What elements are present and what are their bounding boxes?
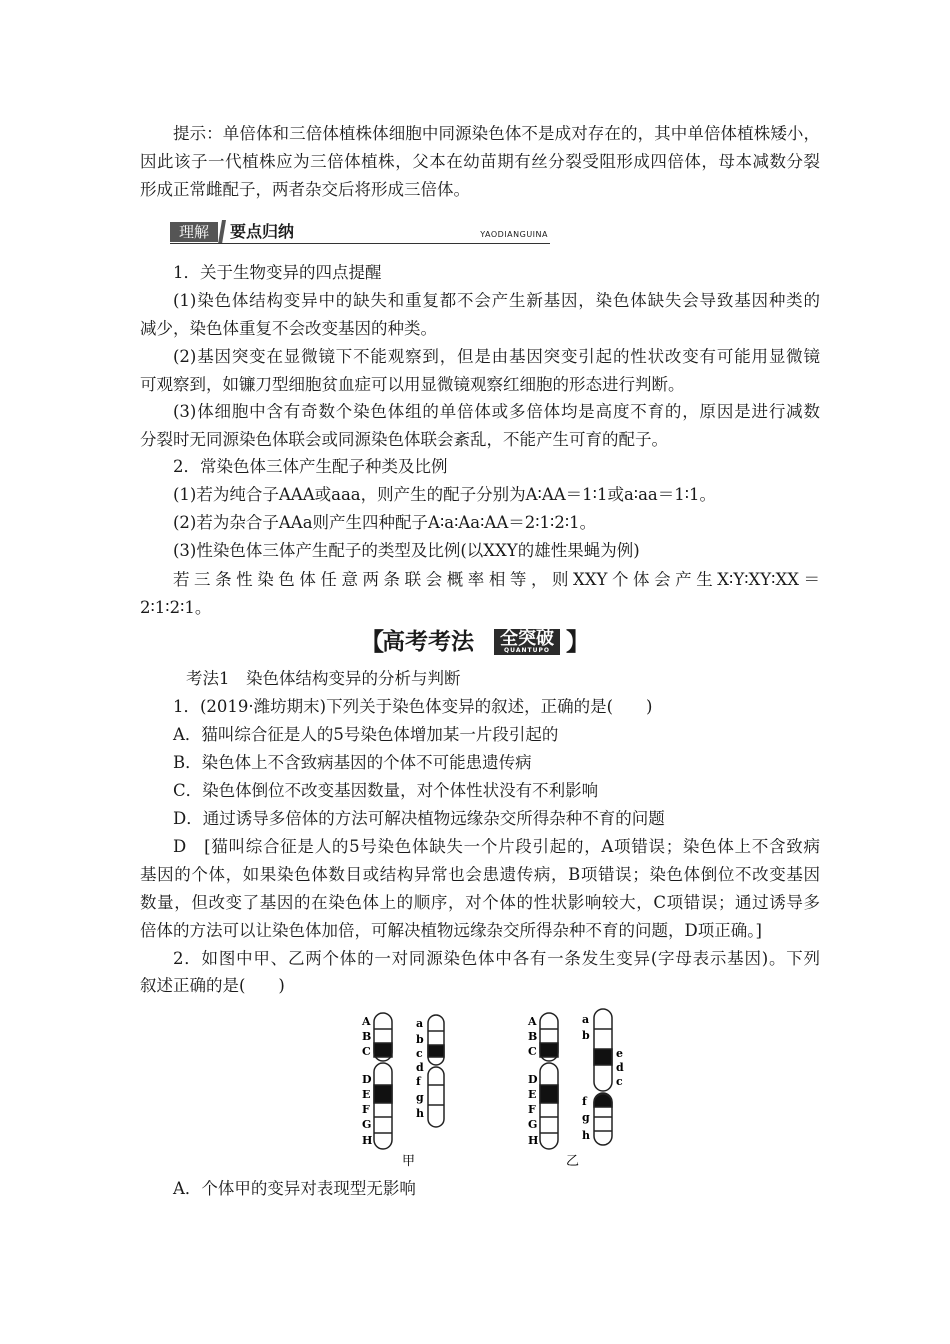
hint-line-3: 形成正常雌配子，两者杂交后将形成三倍体。 [140, 180, 470, 199]
gene-label: c [616, 1075, 623, 1088]
section-header-key-points [170, 220, 550, 244]
breakthrough-text: 全突破 [500, 628, 554, 649]
trisomy-line-3: (3)性染色体三体产生配子的类型及比例(以XXY的雄性果蝇为例) [173, 541, 640, 560]
gene-label: C [362, 1045, 371, 1058]
trisomy-line-4: 若三条性染色体任意两条联会概率相等，则XXY个体会产生X∶Y∶XY∶XX＝ [173, 570, 820, 589]
gene-label: H [362, 1134, 373, 1147]
chromosome-figure [350, 1005, 670, 1175]
gene-label: D [362, 1073, 372, 1086]
question-1-stem: 1．(2019·潍坊期末)下列关于染色体变异的叙述，正确的是( ) [173, 697, 653, 716]
point-3-line-2: 分裂时无同源染色体联会或同源染色体联会紊乱，不能产生可育的配子。 [140, 430, 668, 449]
section-title: 要点归纳 [230, 222, 295, 241]
point-2-line-2: 可观察到，如镰刀型细胞贫血症可以用显微镜观察红细胞的形态进行判断。 [140, 375, 685, 394]
gene-label: G [528, 1118, 538, 1131]
trisomy-line-1: (1)若为纯合子AAA或aaa，则产生的配子分别为A∶AA＝1∶1或a∶aa＝1∶1。 [173, 485, 717, 504]
question-2-stem-line-1: 2．如图中甲、乙两个体的一对同源染色体中各有一条发生变异(字母表示基因)。下列 [173, 949, 820, 968]
question-1-option-a: A．猫叫综合征是人的5号染色体增加某一片段引起的 [173, 725, 559, 744]
question-1-answer-line-4: 倍体的方法可以让染色体加倍，可解决植物远缘杂交所得杂种不育的问题，D项正确。] [140, 921, 762, 940]
question-1-answer-line-3: 数量，但改变了基因的在染色体上的顺序，对个体的性状影响较大，C项错误；通过诱导多 [140, 893, 820, 912]
section-title-exam-methods [360, 625, 600, 661]
gene-label: E [362, 1088, 371, 1101]
gene-label: a [582, 1013, 590, 1026]
hint-line-2: 因此该子一代植株应为三倍体植株，父本在幼苗期有丝分裂受阻形成四倍体，母本减数分裂 [140, 152, 820, 171]
gene-label: D [528, 1073, 538, 1086]
gene-label: g [416, 1091, 424, 1104]
gene-label: F [528, 1103, 536, 1116]
gene-label: c [416, 1047, 423, 1060]
right-bracket: 】 [566, 628, 590, 656]
gene-label: a [416, 1017, 424, 1030]
gene-label: G [362, 1118, 372, 1131]
chromosome-jia-right [428, 1015, 444, 1127]
gene-label: d [416, 1061, 424, 1074]
exam-methods-title: 高考考法 [382, 629, 474, 655]
point-2-line-1: (2)基因突变在显微镜下不能观察到，但是由基因突变引起的性状改变有可能用显微镜 [173, 347, 820, 366]
question-2-stem-line-2: 叙述正确的是( ) [140, 976, 285, 995]
point-3-line-1: (3)体细胞中含有奇数个染色体组的单倍体或多倍体均是高度不育的，原因是进行减数 [173, 402, 820, 421]
point-heading-1: 1．关于生物变异的四点提醒 [173, 263, 382, 282]
section-tag: 理解 [170, 222, 218, 242]
question-1-option-d: D．通过诱导多倍体的方法可解决植物远缘杂交所得杂种不育的问题 [173, 809, 665, 828]
gene-label: e [616, 1047, 623, 1060]
gene-label: E [528, 1088, 537, 1101]
breakthrough-subtitle: QUANTUPO [504, 647, 550, 654]
section-underline [170, 243, 550, 244]
gene-label: A [362, 1015, 371, 1028]
hint-line-1: 提示：单倍体和三倍体植株体细胞中同源染色体不是成对存在的，其中单倍体植株矮小， [173, 124, 820, 143]
gene-label: b [416, 1033, 424, 1046]
gene-label: g [582, 1111, 590, 1124]
chromosome-yi-right [594, 1009, 612, 1145]
breakthrough-badge [494, 629, 560, 655]
figure-label-yi: 乙 [566, 1154, 580, 1169]
gene-label: b [582, 1029, 590, 1042]
gene-label: H [528, 1134, 539, 1147]
gene-label: d [616, 1061, 624, 1074]
chromosome-jia-left [374, 1013, 392, 1149]
question-1-answer-line-1: D [猫叫综合征是人的5号染色体缺失一个片段引起的，A项错误；染色体上不含致病 [173, 837, 820, 856]
question-1-answer-line-2: 基因的个体，如果染色体数目或结构异常也会患遗传病，B项错误；染色体倒位不改变基因 [140, 865, 820, 884]
chromosome-yi-left [540, 1013, 558, 1149]
figure-label-jia: 甲 [402, 1154, 416, 1169]
gene-label: h [416, 1107, 424, 1120]
left-bracket: 【 [360, 628, 384, 656]
gene-label: B [362, 1030, 372, 1043]
section-subtitle: YAODIANGUINA [480, 230, 548, 239]
gene-label: A [528, 1015, 537, 1028]
question-1-option-b: B．染色体上不含致病基因的个体不可能患遗传病 [173, 753, 532, 772]
point-1-line-1: (1)染色体结构变异中的缺失和重复都不会产生新基因，染色体缺失会导致基因种类的 [173, 291, 820, 310]
slash-decoration-icon [216, 220, 226, 244]
trisomy-line-2: (2)若为杂合子AAa则产生四种配子A∶a∶Aa∶AA＝2∶1∶2∶1。 [173, 513, 597, 532]
jia-right-gene-labels [416, 1017, 424, 1120]
yi-left-gene-labels [527, 1015, 538, 1147]
point-1-line-2: 减少，染色体重复不会改变基因的种类。 [140, 319, 437, 338]
gene-label: C [528, 1045, 537, 1058]
gene-label: f [416, 1075, 421, 1088]
jia-left-gene-labels [361, 1015, 372, 1147]
gene-label: B [528, 1030, 538, 1043]
method-heading: 考法1 染色体结构变异的分析与判断 [186, 669, 461, 688]
gene-label: F [362, 1103, 370, 1116]
point-heading-2: 2．常染色体三体产生配子种类及比例 [173, 457, 448, 476]
trisomy-line-5: 2∶1∶2∶1。 [140, 598, 212, 617]
question-1-option-c: C．染色体倒位不改变基因数量，对个体性状没有不利影响 [173, 781, 599, 800]
gene-label: h [582, 1129, 590, 1142]
gene-label: f [582, 1095, 587, 1108]
question-2-option-a: A．个体甲的变异对表现型无影响 [173, 1179, 416, 1198]
